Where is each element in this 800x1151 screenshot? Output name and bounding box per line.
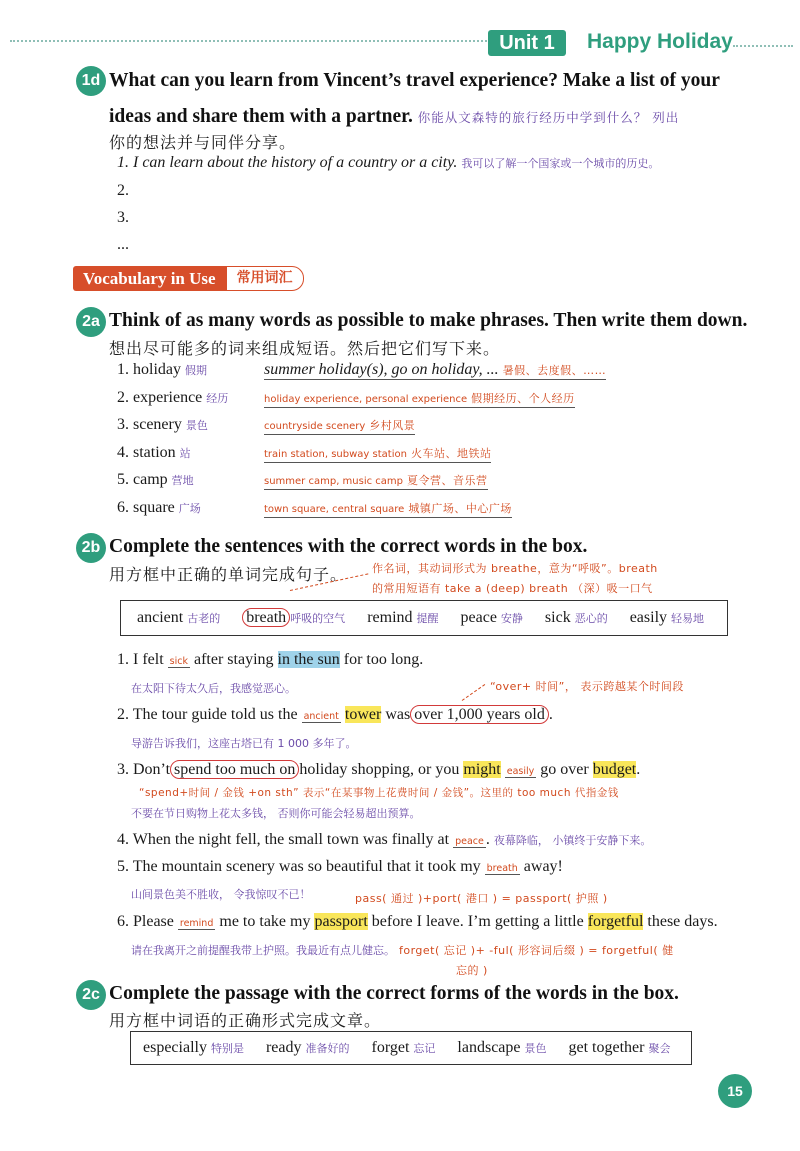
section-1d-item-2: 2. (117, 182, 129, 199)
sentence-2-note: “over+ 时间”， 表示跨越某个时间段 (490, 680, 684, 693)
sentence-5-cn: 山间景色美不胜收， 令我惊叹不已！ (131, 888, 311, 901)
sentence-3-cn: 不要在节日购物上花太多钱， 否则你可能会轻易超出预算。 (131, 807, 421, 820)
sentence-1-cn: 在太阳下待太久后，我感觉恶心。 (131, 682, 296, 695)
vocabulary-banner (73, 266, 343, 291)
section-2c-heading: Complete the passage with the correct forms of the words in the box. (109, 983, 679, 1004)
section-1d-heading-cn-2: 你的想法并与同伴分享。 (109, 133, 297, 152)
box-word-landscape: landscape 景色 (457, 1039, 547, 1056)
sentence-3-note: “spend+时间 / 金钱 +on sth” 表示“在某事物上花费时间 / 金钱”。这里的 too much 代指金钱 (139, 787, 619, 799)
phrase-row-holiday: 1. holiday 假期 (117, 361, 207, 378)
section-2a-heading: Think of as many words as possible to make phrases. Then write them down. (109, 310, 748, 331)
section-1d-heading-line1: What can you learn from Vincent’s travel experience? Make a list of your (109, 70, 720, 91)
section-1d-item-1: 1. I can learn about the history of a country or a city. 我可以了解一个国家或一个城市的历史。 (117, 154, 660, 171)
header-dotted-rule-right (733, 45, 793, 47)
section-number-2c: 2c (76, 980, 106, 1010)
phrase-row-camp: 5. camp 营地 (117, 471, 194, 488)
phrase-example-holiday: summer holiday(s), go on holiday, ... 暑假、去度假、…… (264, 361, 607, 378)
section-number-1d: 1d (76, 66, 106, 96)
box-word-sick: sick 恶心的 (544, 609, 608, 626)
phrase-row-station: 4. station 站 (117, 444, 191, 461)
phrase-row-experience: 2. experience 经历 (117, 389, 229, 406)
box-word-forget: forget 忘记 (371, 1039, 436, 1056)
section-number-2a: 2a (76, 307, 106, 337)
section-2c-heading-cn: 用方框中词语的正确形式完成文章。 (109, 1011, 382, 1030)
box-word-ready: ready 准备好的 (265, 1039, 350, 1056)
sentence-5: 5. The mountain scenery was so beautiful that it took my breath away! (117, 858, 563, 875)
phrase-answer-experience: holiday experience, personal experience 假期经历、个人经历 (264, 389, 575, 407)
box-word-especially: especially 特别是 (143, 1039, 244, 1056)
phrase-answer-camp: summer camp, music camp 夏令营、音乐营 (264, 471, 488, 489)
section-2a-heading-cn: 想出尽可能多的词来组成短语。然后把它们写下来。 (109, 339, 501, 358)
sentence-6-passport-note: pass( 通过 )+port( 港口 ) = passport( 护照 ) (355, 892, 608, 905)
sentence-2: 2. The tour guide told us the ancient tower was over 1,000 years old . (117, 706, 553, 723)
sentence-3: 3. Don’t spend too much on holiday shopping, or you might easily go over budget. (117, 761, 641, 778)
sentence-4: 4. When the night fell, the small town was finally at peace . 夜幕降临， 小镇终于安静下来。 (117, 831, 652, 848)
box-word-breath: breath 呼吸的空气 (242, 609, 345, 627)
sentence-1: 1. I felt sick after staying in the sun for too long. (117, 651, 424, 668)
phrase-answer-station: train station, subway station 火车站、地铁站 (264, 444, 491, 462)
section-2b-heading: Complete the sentences with the correct words in the box. (109, 536, 588, 557)
box-word-remind: remind 提醒 (367, 609, 439, 626)
box-word-easily: easily 轻易地 (629, 609, 705, 626)
breath-note-line2: 的常用短语有 take a (deep) breath （深）吸一口气 (372, 582, 653, 595)
page-number: 15 (718, 1074, 752, 1108)
box-word-get-together: get together 聚会 (568, 1039, 671, 1056)
vocabulary-banner-cn: 常用词汇 (226, 266, 304, 291)
section-1d-item-3: 3. (117, 209, 129, 226)
unit-title: Happy Holiday (587, 30, 733, 53)
box-word-ancient: ancient 古老的 (137, 609, 221, 626)
breath-note-line1: 作名词，其动词形式为 breathe，意为“呼吸”。breath (372, 562, 658, 575)
sentence-6-forgetful-note-end: 忘的 ) (456, 964, 488, 977)
vocabulary-banner-en: Vocabulary in Use (73, 266, 226, 291)
unit-badge: Unit 1 (488, 30, 566, 56)
sentence-6: 6. Please remind me to take my passport before I leave. I’m getting a little forgetful these days. (117, 913, 718, 930)
sentence-2-note-leader (462, 684, 486, 701)
sentence-2-cn: 导游告诉我们，这座古塔已有 1 000 多年了。 (131, 737, 357, 750)
section-2b-heading-cn: 用方框中正确的单词完成句子。 (109, 565, 348, 584)
section-1d-heading-line2: ideas and share them with a partner. 你能从文森特的旅行经历中学到什么？ 列出 (109, 106, 680, 127)
header-dotted-rule (10, 40, 490, 42)
sentence-6-cn-row: 请在我离开之前提醒我带上护照。我最近有点儿健忘。 forget( 忘记 )+ -ful( 形容词后缀 ) = forgetful( 健 (131, 944, 674, 957)
phrase-answer-square: town square, central square 城镇广场、中心广场 (264, 499, 512, 517)
phrase-row-scenery: 3. scenery 景色 (117, 416, 208, 433)
phrase-answer-scenery: countryside scenery 乡村风景 (264, 416, 415, 434)
section-number-2b: 2b (76, 533, 106, 563)
phrase-row-square: 6. square 广场 (117, 499, 201, 516)
word-box-2c (130, 1031, 692, 1065)
word-box-2b (120, 600, 728, 636)
section-1d-ellipsis: ... (117, 236, 129, 253)
section-1d-heading-cn: 你能从文森特的旅行经历中学到什么？ 列出 (417, 110, 680, 125)
box-word-peace: peace 安静 (460, 609, 523, 626)
